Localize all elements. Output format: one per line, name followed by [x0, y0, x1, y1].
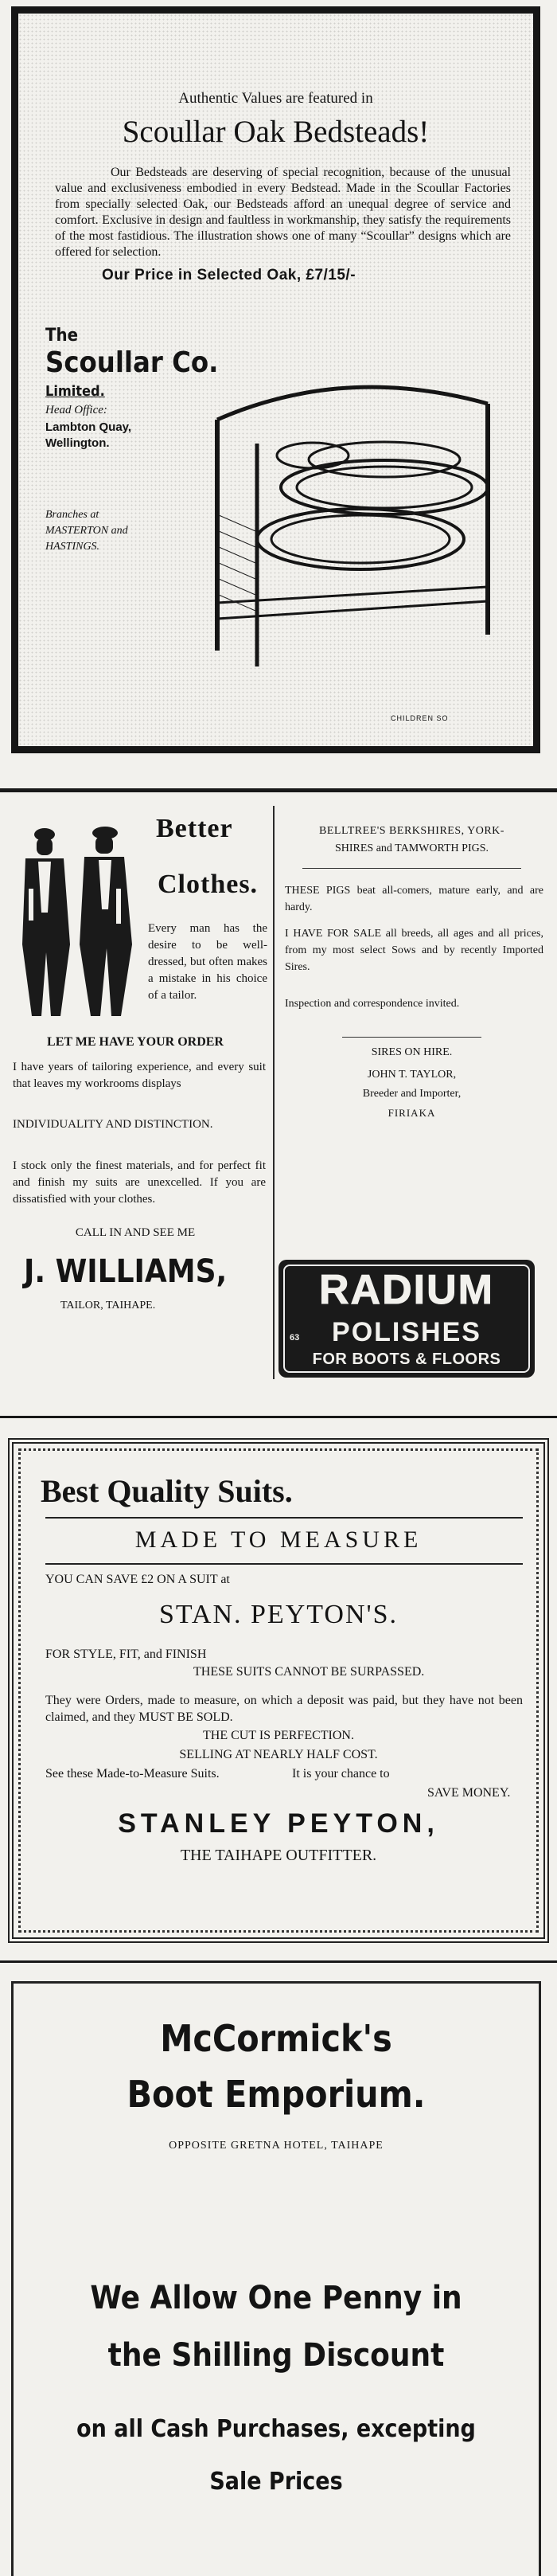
peyton-surpass: THESE SUITS CANNOT BE SURPASSED.	[193, 1665, 425, 1679]
taylor-para-2: I HAVE FOR SALE all breeds, all ages and all prices, from my most select Sows and by recently Imported Sires.	[285, 928, 543, 973]
williams-name: J. WILLIAMS,	[24, 1253, 228, 1290]
scoullar-headline: Scoullar Oak Bedsteads!	[122, 115, 430, 149]
peyton-shop: STAN. PEYTON'S.	[158, 1600, 399, 1629]
mccormick-title-1: McCormick's	[160, 2017, 392, 2060]
mccormick-location: OPPOSITE GRETNA HOTEL, TAIHAPE	[169, 2140, 384, 2152]
divider-3	[0, 1960, 557, 1963]
mccormick-title-2: Boot Emporium.	[127, 2073, 426, 2116]
peyton-name: STANLEY PEYTON,	[118, 1808, 439, 1839]
mccormick-line-4: Sale Prices	[209, 2468, 343, 2496]
williams-experience: I have years of tailoring experience, and every suit that leaves my workrooms displays	[13, 1061, 266, 1090]
mccormick-ad	[11, 1981, 541, 2576]
williams-materials: I stock only the finest materials, and for perfect fit and finish my suits are unexcelled. If you are dissatisfied with your clothes.	[13, 1159, 266, 1206]
williams-individuality: INDIVIDUALITY AND DISTINCTION.	[13, 1118, 213, 1131]
peyton-see: See these Made-to-Measure Suits.	[45, 1767, 220, 1781]
mccormick-line-1: We Allow One Penny in	[90, 2280, 462, 2316]
taylor-sires: SIRES ON HIRE.	[371, 1046, 453, 1058]
scoullar-artist: CHILDREN SO	[391, 714, 449, 722]
taylor-para-3: Inspection and correspondence invited.	[285, 998, 460, 1010]
taylor-rule-1	[302, 868, 521, 869]
peyton-orders: They were Orders, made to measure, on which a deposit was paid, but they have not been claimed, and they MUST BE SOLD.	[45, 1694, 523, 1724]
williams-call: CALL IN AND SEE ME	[75, 1226, 196, 1239]
column-divider	[273, 806, 275, 1379]
taylor-para-1: THESE PIGS beat all-comers, mature early, and are hardy.	[285, 885, 543, 913]
peyton-headline: Best Quality Suits.	[41, 1473, 293, 1509]
scoullar-company-limited: Limited.	[45, 383, 105, 400]
scoullar-kicker: Authentic Values are featured in	[178, 90, 373, 107]
scoullar-head-office-address: Lambton Quay, Wellington.	[45, 420, 132, 450]
scoullar-branches: Branches at MASTERTON and HASTINGS.	[45, 509, 128, 553]
williams-title-clothes: Clothes.	[158, 870, 259, 899]
scoullar-company-name: Scoullar Co.	[45, 346, 219, 379]
peyton-cut: THE CUT IS PERFECTION.	[203, 1729, 354, 1742]
mccormick-line-2: the Shilling Discount	[107, 2337, 445, 2374]
radium-brand: RADIUM	[319, 1267, 494, 1313]
radium-small-number: 63	[290, 1333, 300, 1343]
taylor-name: JOHN T. TAYLOR,	[367, 1069, 457, 1081]
peyton-headline-underline	[45, 1517, 523, 1519]
taylor-heading-2: SHIRES and TAMWORTH PIGS.	[334, 842, 489, 854]
taylor-ad	[278, 804, 545, 1218]
peyton-save-money: SAVE MONEY.	[427, 1786, 511, 1800]
taylor-rule-2	[342, 1037, 481, 1038]
peyton-subhead: MADE TO MEASURE	[134, 1526, 423, 1553]
williams-trade: TAILOR, TAIHAPE.	[60, 1300, 156, 1311]
peyton-selling: SELLING AT NEARLY HALF COST.	[179, 1748, 378, 1761]
radium-tag: FOR BOOTS & FLOORS	[312, 1351, 501, 1368]
bedstead-illustration	[169, 348, 520, 682]
scoullar-price: Our Price in Selected Oak, £7/15/-	[102, 267, 356, 283]
radium-product: POLISHES	[332, 1317, 481, 1347]
williams-intro: Every man has the desire to be well-dressed, but often makes a mistake in his choice of a tailor.	[148, 922, 267, 1002]
taylor-role: Breeder and Importer,	[362, 1088, 462, 1100]
scoullar-ad	[11, 6, 540, 753]
mccormick-line-3: on all Cash Purchases, excepting	[76, 2415, 476, 2443]
gentlemen-illustration	[8, 817, 143, 1020]
peyton-outfitter: THE TAIHAPE OUTFITTER.	[180, 1847, 377, 1864]
divider-2	[0, 1416, 557, 1418]
taylor-place: FIRIAKA	[388, 1107, 436, 1119]
williams-title-better: Better	[156, 814, 233, 843]
williams-ad	[8, 804, 271, 1409]
peyton-subhead-rule	[45, 1563, 523, 1565]
scoullar-company-the: The	[45, 326, 79, 346]
williams-cta: LET ME HAVE YOUR ORDER	[47, 1035, 224, 1049]
peyton-ad	[8, 1438, 549, 1943]
peyton-save-line: YOU CAN SAVE £2 ON A SUIT at	[45, 1573, 230, 1586]
peyton-chance: It is your chance to	[292, 1767, 390, 1781]
peyton-style-line: FOR STYLE, FIT, and FINISH	[45, 1648, 207, 1661]
scoullar-body: Our Bedsteads are deserving of special recognition, because of the unusual value and exclusiveness embodied in every Bedstead. Made in the Scoullar Factories from specially selected Oak, our Bedsteads afford an unequal degree of service and comfort. Exclusive in design and faultless in workmanship, they satisfy the requirements of the most fastidious. The illustration shows one of many “Scoullar” designs which are offered for selection.	[55, 166, 511, 259]
divider-1	[0, 788, 557, 792]
taylor-heading-1: BELLTREE'S BERKSHIRES, YORK-	[319, 825, 504, 837]
radium-ad	[278, 1260, 535, 1378]
scoullar-head-office-label: Head Office:	[45, 404, 107, 416]
